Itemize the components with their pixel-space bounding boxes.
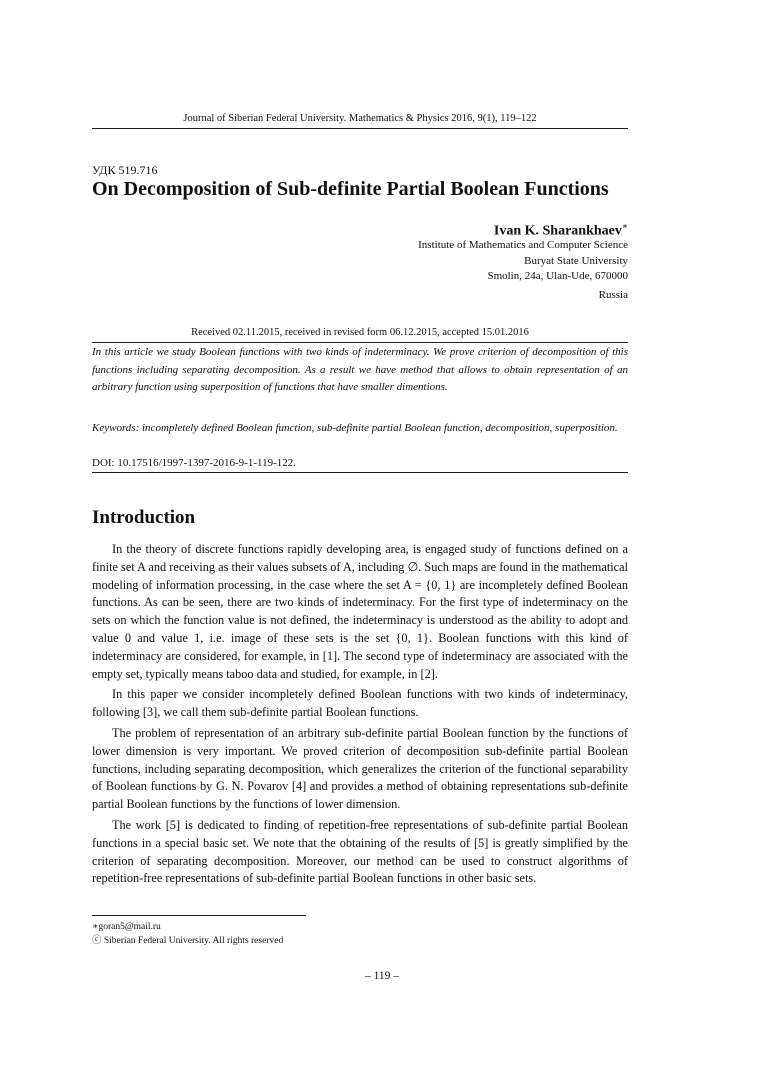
paragraph: The problem of representation of an arbitrary sub-definite partial Boolean function by the functions of lower dimension is very important. We proved criterion of decomposition sub-definite partial Boolean functions, including separating decomposition, which generalizes the criterion of the functional separability of Boolean functions by G. N. Povarov [4] and provides a method of obtaining representations sub-definite partial Boolean functions by the functions of lower dimension. — [92, 725, 628, 812]
article-title: On Decomposition of Sub-definite Partial Boolean Functions — [92, 178, 609, 200]
abstract-bottom-rule — [92, 472, 628, 473]
footnotes — [92, 921, 283, 948]
header-rule — [92, 128, 628, 129]
author-footnote-mark: ∗ — [621, 221, 628, 231]
affiliation-line: Buryat State University — [524, 254, 628, 267]
paragraph: The work [5] is dedicated to finding of repetition-free representations of sub-definite partial Boolean functions in a special basic set. We note that the obtaining of the results of [5] is greatly simplified by the criterion of separating decomposition. Moreover, our method can be used to construct algorithms of repetition-free representations of sub-definite partial Boolean functions in other basic sets. — [92, 817, 628, 886]
author-name — [494, 221, 628, 240]
introduction-body — [92, 541, 628, 891]
author-name-text: Ivan K. Sharankhaev — [493, 223, 622, 239]
keywords: Keywords: incompletely defined Boolean function, sub-definite partial Boolean function, decomposition, superposition. — [92, 422, 618, 434]
footnote-rule — [92, 915, 306, 916]
footnote-email: ∗goran5@mail.ru — [92, 922, 161, 932]
page-number: – 119 – — [364, 970, 400, 982]
footnote-copyright: ⓒ Siberian Federal University. All rights reserved — [92, 935, 284, 946]
affiliation — [418, 238, 628, 285]
doi-link[interactable]: DOI: 10.17516/1997-1397-2016-9-1-119-122. — [92, 457, 296, 469]
affiliation-line: Smolin, 24a, Ulan-Ude, 670000 — [487, 270, 628, 282]
section-heading-introduction: Introduction — [92, 507, 196, 528]
paragraph: In this paper we consider incompletely defined Boolean functions with two kinds of indeterminacy, following [3], we call them sub-definite partial Boolean functions. — [92, 687, 628, 720]
abstract: In this article we study Boolean functions with two kinds of indeterminacy. We prove criterion of decomposition of this functions including separating decomposition. As a result we have method that allows to obtain representation of an arbitrary function using superposition of functions that have smaller dimentions. — [92, 346, 628, 393]
paragraph: In the theory of discrete functions rapidly developing area, is engaged study of functions defined on a finite set A and receiving as their values subsets of A, including ∅. Such maps are found in the mathematical modeling of information processing, in the case where the set A = {0, 1} are incompletely defined Boolean functions. As can be seen, there are two kinds of indeterminacy. For the first type of indeterminacy on the sets on which the function value is not defined, the indeterminacy is understood as the ability to adopt and value 0 and value 1, i.e. image of these sets is the set {0, 1}. Boolean functions with this kind of indeterminacy are considered, for example, in [1]. The second type of indeterminacy are associated with the empty set, typically means taboo data and studied, for example, in [2]. — [92, 542, 628, 681]
affiliation-country: Russia — [598, 289, 628, 301]
abstract-top-rule — [92, 342, 628, 343]
received-dates: Received 02.11.2015, received in revised form 06.12.2015, accepted 15.01.2016 — [191, 327, 529, 338]
journal-header: Journal of Siberian Federal University. Mathematics & Physics 2016, 9(1), 119–122 — [183, 113, 537, 124]
affiliation-line: Institute of Mathematics and Computer Science — [418, 239, 628, 251]
udk-code: УДК 519.716 — [92, 163, 158, 177]
